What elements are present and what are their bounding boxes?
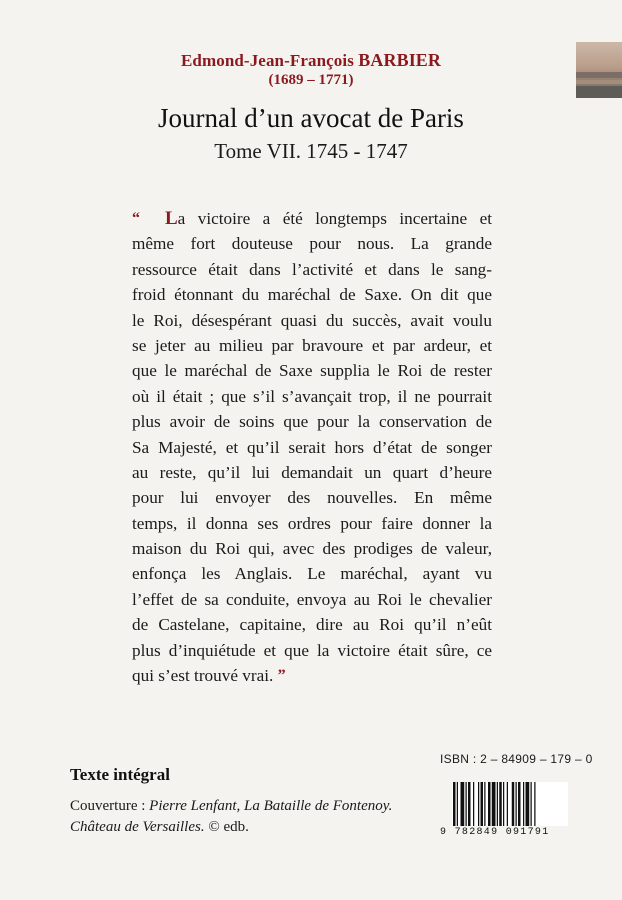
book-title: Journal d’un avocat de Paris	[158, 103, 464, 133]
author-name	[0, 50, 622, 71]
excerpt-line: ressource était dans l’activité et dans le sang-	[132, 259, 492, 279]
credits-label: Couverture :	[70, 798, 150, 814]
author-given-names: Edmond-Jean-François	[180, 51, 354, 70]
excerpt-line: se jeter au milieu par bravoure et par ardeur, et	[132, 335, 492, 355]
author-surname: BARBIER	[358, 50, 442, 70]
book-subtitle: Tome VII. 1745 - 1747	[214, 139, 408, 163]
excerpt-line: maison du Roi qui, avec des prodiges de valeur,	[132, 539, 492, 559]
excerpt-line: que le maréchal de Saxe supplia le Roi de rester	[132, 361, 492, 381]
excerpt-line: pour lui envoyer des nouvelles. En même	[132, 488, 492, 508]
excerpt-line-last: qui s’est trouvé vrai. ”	[132, 666, 286, 686]
author-dates: (1689 – 1771)	[268, 72, 354, 88]
excerpt-line: plus d’inquiétude et que la victoire était sûre, ce	[132, 640, 492, 660]
excerpt-line: le Roi, désespérant quasi du succès, avait voulu	[132, 310, 492, 330]
excerpt-line: de Castelane, capitaine, dire au Roi qu’il n’eût	[132, 615, 492, 635]
excerpt-line: froid étonnant du maréchal de Saxe. On dit que	[132, 285, 492, 305]
excerpt-line: l’effet de sa conduite, envoya au Roi le chevalier	[132, 589, 492, 609]
barcode	[452, 782, 568, 826]
excerpt-line: plus avoir de soins que pour la conservation de	[132, 412, 492, 432]
open-quote-mark: “	[132, 210, 140, 227]
excerpt-line: même fort douteuse pour nous. La grande	[132, 234, 492, 254]
texte-integral-label: Texte intégral	[70, 765, 170, 784]
excerpt-line: où il était ; que s’il s’avançait trop, il ne pourrait	[132, 386, 492, 406]
excerpt-line: au reste, qu’il lui demandait un quart d’heure	[132, 462, 492, 482]
cover-credits	[70, 796, 392, 838]
excerpt-line: “ La victoire a été longtemps incertaine et	[132, 208, 492, 229]
isbn-label: ISBN : 2 – 84909 – 179 – 0	[440, 752, 593, 766]
credits-painting: Pierre Lenfant, La Bataille de Fontenoy.	[149, 798, 393, 814]
excerpt-line: Sa Majesté, et qu’il serait hors d’état de songer	[132, 437, 492, 457]
excerpt-line: temps, il donna ses ordres pour faire donner la	[132, 513, 492, 533]
barcode-digits: 9 782849 091791	[440, 827, 550, 838]
excerpt-line: enfonça les Anglais. Le maréchal, ayant vu	[132, 564, 492, 584]
credits-copyright: © edb.	[204, 819, 249, 835]
excerpt-quote	[132, 206, 492, 688]
credits-location: Château de Versailles.	[70, 819, 205, 835]
excerpt-first-letter: L	[164, 208, 178, 229]
close-quote-mark: ”	[277, 667, 286, 685]
